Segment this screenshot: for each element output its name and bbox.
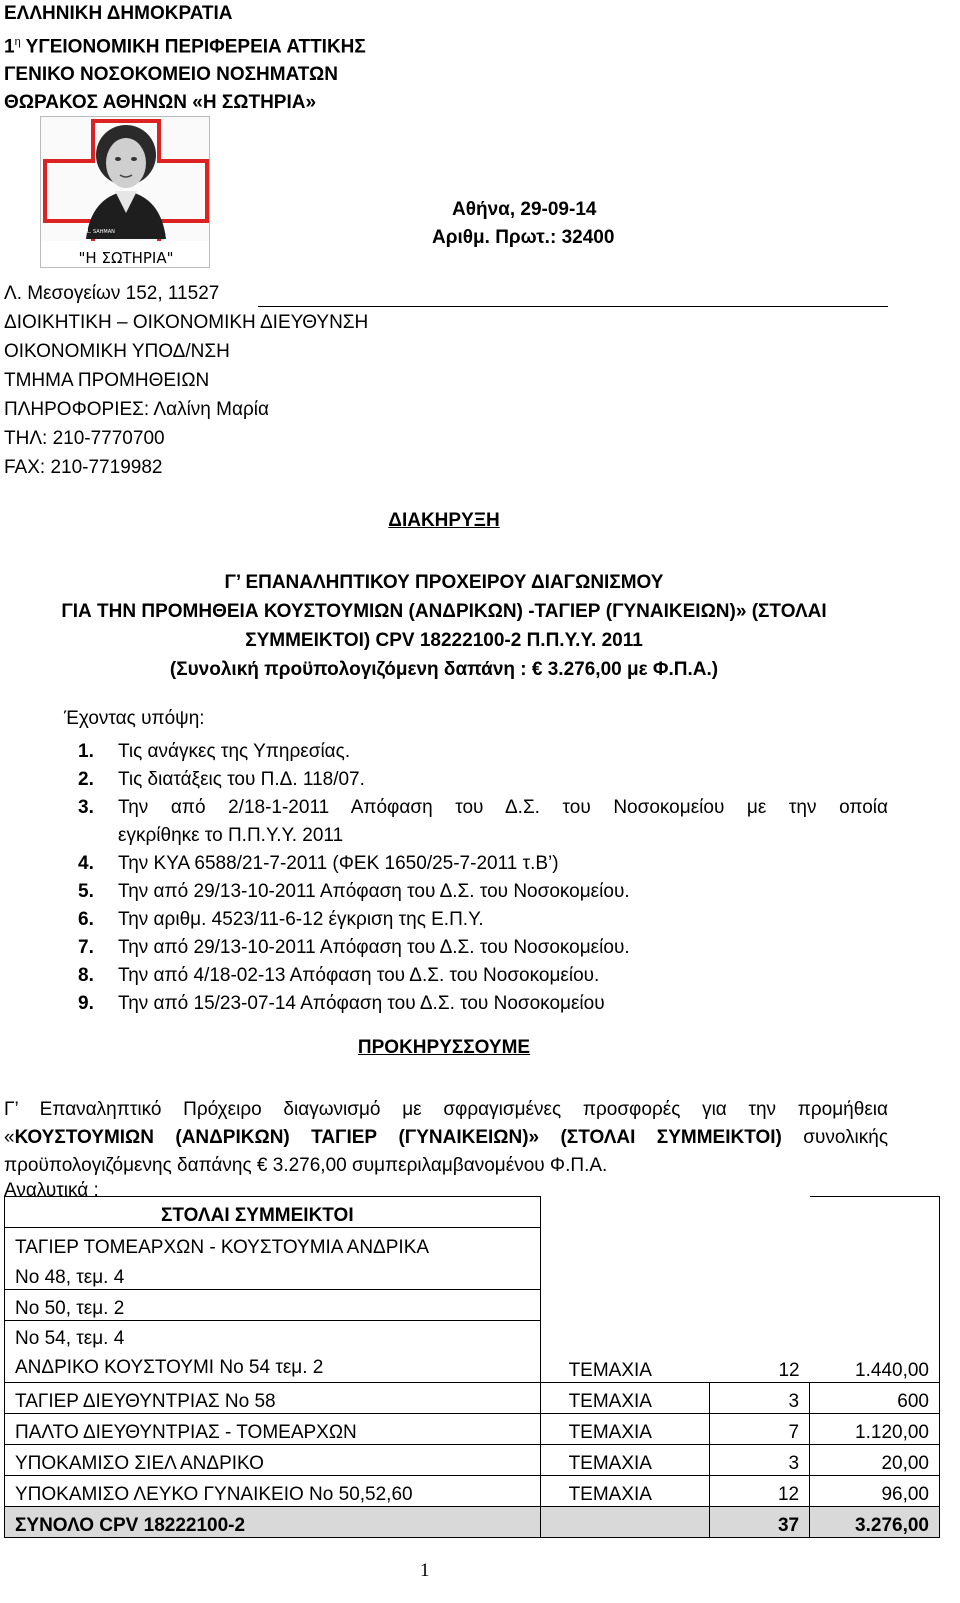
list-item <box>78 850 888 878</box>
list-item <box>78 738 888 766</box>
item-text: Τις ανάγκες της Υπηρεσίας. <box>118 741 351 762</box>
qty-cell: 3 <box>710 1445 810 1476</box>
table-row <box>5 1476 940 1507</box>
logo-image <box>41 117 210 268</box>
list-item <box>78 934 888 962</box>
header-line: $1^\eta$ ΥΓΕΙΟΝΟΜΙΚΗ ΠΕΡΙΦΕΡΕΙΑ ΑΤΤΙΚΗΣ <box>4 36 366 58</box>
item-text: Την από 2/18-1-2011 Απόφαση του Δ.Σ. του Νοσοκομείου με την οποία <box>118 797 888 818</box>
list-item <box>78 878 888 906</box>
item-number: 7. <box>78 937 94 958</box>
protocol-number: Αριθμ. Πρωτ.: 32400 <box>432 227 615 248</box>
item-number: 5. <box>78 881 94 902</box>
logo-caption: "Η ΣΩΤΗΡΙΑ" <box>78 249 174 267</box>
address-block <box>4 279 368 482</box>
subtitle-line: ΣΥΜΜΕΙΚΤΟΙ) CPV 18222100-2 Π.Π.Υ.Υ. 2011 <box>245 630 643 651</box>
item-cell: ΥΠΟΚΑΜΙΣΟ ΛΕΥΚΟ ΓΥΝΑΙΚΕΙΟ Νο 50,52,60 <box>5 1476 541 1507</box>
table-row <box>5 1445 940 1476</box>
address-line: ΤΗΛ: 210-7770700 <box>4 428 165 449</box>
list-item <box>78 906 888 934</box>
table-cell: ΤΑΓΙΕΡ ΤΟΜΕΑΡΧΩΝ - ΚΟΥΣΤΟΥΜΙΑ ΑΝΔΡΙΚΑ <box>5 1228 541 1259</box>
amount-cell: 96,00 <box>810 1476 940 1507</box>
document-subtitle <box>0 568 888 684</box>
address-line: ΤΜΗΜΑ ΠΡΟΜΗΘΕΙΩΝ <box>4 370 210 391</box>
item-text: Την από 29/13-10-2011 Απόφαση του Δ.Σ. του Νοσοκομείου. <box>118 937 630 958</box>
cell-line: ΑΝΔΡΙΚΟ ΚΟΥΣΤΟΥΜΙ Νο 54 τεμ. 2 <box>15 1357 324 1378</box>
list-item <box>78 962 888 990</box>
qty-cell: 3 <box>710 1383 810 1414</box>
header-line: ΓΕΝΙΚΟ ΝΟΣΟΚΟΜΕΙΟ ΝΟΣΗΜΑΤΩΝ <box>4 64 338 86</box>
address-line: ΟΙΚΟΝΟΜΙΚΗ ΥΠΟΔ/ΝΣΗ <box>4 341 230 362</box>
list-item-continuation <box>78 822 888 850</box>
item-cell: ΥΠΟΚΑΜΙΣΟ ΣΙΕΛ ΑΝΔΡΙΚΟ <box>5 1445 541 1476</box>
page-number: 1 <box>420 1560 430 1581</box>
header-line: ΘΩΡΑΚΟΣ ΑΘΗΝΩΝ «Η ΣΩΤΗΡΙΑ» <box>4 92 317 114</box>
item-text: Τις διατάξεις του Π.Δ. 118/07. <box>118 769 365 790</box>
total-qty: 37 <box>710 1507 810 1538</box>
item-number: 4. <box>78 853 94 874</box>
table-row <box>5 1383 940 1414</box>
unit-cell: ΤΕΜΑΧΙΑ <box>540 1414 710 1445</box>
item-text: Την από 29/13-10-2011 Απόφαση του Δ.Σ. του Νοσοκομείου. <box>118 881 630 902</box>
unit-cell: ΤΕΜΑΧΙΑ <box>540 1321 710 1383</box>
address-line: Λ. Μεσογείων 152, 11527 <box>4 283 220 304</box>
place-date: Αθήνα, 29-09-14 <box>452 199 597 220</box>
body-line <box>4 1124 888 1152</box>
hospital-logo <box>40 116 210 268</box>
address-line: FAX: 210-7719982 <box>4 457 163 478</box>
item-text: Την ΚΥΑ 6588/21-7-2011 (ΦΕΚ 1650/25-7-2011 τ.Β’) <box>118 853 559 874</box>
items-table <box>4 1196 940 1538</box>
unit-cell: ΤΕΜΑΧΙΑ <box>540 1445 710 1476</box>
header-line-text: ΥΓΕΙΟΝΟΜΙΚΗ ΠΕΡΙΦΕΡΕΙΑ ΑΤΤΙΚΗΣ <box>25 36 366 58</box>
qty-cell: 7 <box>710 1414 810 1445</box>
total-label: ΣΥΝΟΛΟ CPV 18222100-2 <box>5 1507 541 1538</box>
body-text: « <box>4 1127 15 1148</box>
header-line: ΕΛΛΗΝΙΚΗ ΔΗΜΟΚΡΑΤΙΑ <box>4 3 233 24</box>
document-title: ΔΙΑΚΗΡΥΞΗ <box>388 510 500 531</box>
table-row <box>5 1197 940 1228</box>
logo-small-text: L. SAHMAN <box>87 229 115 235</box>
table-cell: Νο 48, τεμ. 4 <box>5 1259 541 1290</box>
item-text: Την αριθμ. 4523/11-6-12 έγκριση της Ε.Π.Υ. <box>118 909 484 930</box>
cell-line: Νο 54, τεμ. 4 <box>15 1328 125 1349</box>
body-paragraph <box>4 1096 888 1180</box>
body-line: προϋπολογιζόμενης δαπάνης € 3.276,00 συμπεριλαμβανομένου Φ.Π.Α. <box>4 1155 608 1176</box>
table-row <box>5 1414 940 1445</box>
item-number: 6. <box>78 909 94 930</box>
body-bold-text: ΚΟΥΣΤΟΥΜΙΩΝ (ΑΝΔΡΙΚΩΝ) ΤΑΓΙΕΡ (ΓΥΝΑΙΚΕΙΩΝ)» (ΣΤΟΛΑΙ ΣΥΜΜΕΙΚΤΟΙ) <box>14 1127 782 1148</box>
issuer-header <box>4 0 366 117</box>
total-amount: 3.276,00 <box>810 1507 940 1538</box>
address-line: ΠΛΗΡΟΦΟΡΙΕΣ: Λαλίνη Μαρία <box>4 399 269 420</box>
item-number: 8. <box>78 965 94 986</box>
body-line: Γ’ Επαναληπτικό Πρόχειρο διαγωνισμό με σφραγισμένες προσφορές για την προμήθεια <box>4 1099 888 1120</box>
considering-list <box>78 738 888 1018</box>
amount-cell: 1.120,00 <box>810 1414 940 1445</box>
unit-cell: ΤΕΜΑΧΙΑ <box>540 1476 710 1507</box>
list-item <box>78 794 888 822</box>
body-text: συνολικής <box>803 1127 888 1148</box>
item-number: 9. <box>78 993 94 1014</box>
item-number: 2. <box>78 769 94 790</box>
list-item <box>78 766 888 794</box>
table-cell: Νο 50, τεμ. 2 <box>5 1290 541 1321</box>
table-row <box>5 1259 940 1290</box>
proclaim-heading: ΠΡΟΚΗΡΥΣΣΟΥΜΕ <box>357 1037 531 1058</box>
subtitle-line: Γ’ ΕΠΑΝΑΛΗΠΤΙΚΟΥ ΠΡΟΧΕΙΡΟΥ ΔΙΑΓΩΝΙΣΜΟΥ <box>224 572 664 593</box>
analytically-label: Αναλυτικά : <box>4 1180 99 1201</box>
table-cell <box>5 1321 541 1383</box>
table-row <box>5 1228 940 1259</box>
item-text: Την από 15/23-07-14 Απόφαση του Δ.Σ. του Νοσοκομείου <box>118 993 605 1014</box>
address-line: ΔΙΟΙΚΗΤΙΚΗ – ΟΙΚΟΝΟΜΙΚΗ ΔΙΕΥΘΥΝΣΗ <box>4 312 369 333</box>
amount-cell: 600 <box>810 1383 940 1414</box>
item-cell: ΤΑΓΙΕΡ ΔΙΕΥΘΥΝΤΡΙΑΣ Νο 58 <box>5 1383 541 1414</box>
subtitle-line: ΓΙΑ ΤΗΝ ΠΡΟΜΗΘΕΙΑ ΚΟΥΣΤΟΥΜΙΩΝ (ΑΝΔΡΙΚΩΝ) -ΤΑΓΙΕΡ (ΓΥΝΑΙΚΕΙΩΝ)» (ΣΤΟΛΑΙ <box>61 601 827 622</box>
table-row <box>5 1290 940 1321</box>
table-row <box>5 1321 940 1383</box>
item-text: Την από 4/18-02-13 Απόφαση του Δ.Σ. του Νοσοκομείου. <box>118 965 600 986</box>
item-text: εγκρίθηκε το Π.Π.Υ.Υ. 2011 <box>118 825 344 846</box>
item-number: 3. <box>78 797 94 818</box>
amount-cell: 20,00 <box>810 1445 940 1476</box>
subtitle-line: (Συνολική προϋπολογιζόμενη δαπάνη : € 3.276,00 με Φ.Π.Α.) <box>169 659 719 680</box>
list-item <box>78 990 888 1018</box>
unit-cell: ΤΕΜΑΧΙΑ <box>540 1383 710 1414</box>
amount-cell: 1.440,00 <box>810 1321 940 1383</box>
table-total-row <box>5 1507 940 1538</box>
table-heading: ΣΤΟΛΑΙ ΣΥΜΜΕΙΚΤΟΙ <box>5 1197 541 1228</box>
qty-cell: 12 <box>710 1476 810 1507</box>
item-cell: ΠΑΛΤΟ ΔΙΕΥΘΥΝΤΡΙΑΣ - ΤΟΜΕΑΡΧΩΝ <box>5 1414 541 1445</box>
considering-label: Έχοντας υπόψη: <box>64 708 205 729</box>
item-number: 1. <box>78 741 94 762</box>
qty-cell: 12 <box>710 1321 810 1383</box>
